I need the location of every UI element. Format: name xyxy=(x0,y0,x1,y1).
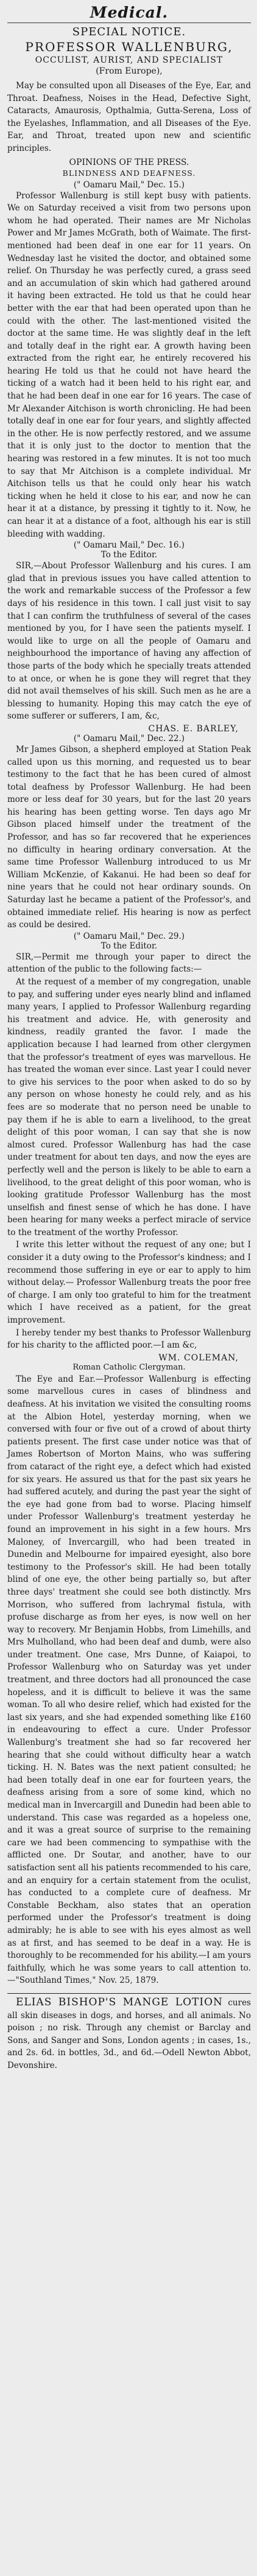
article-paragraph-2: Mr James Gibson, a shepherd employed at Station Peak called upon us this morning, and requested us to bear testimony to the fact that he has been cured of almost total deafness by Professor Wallenburg. He had been more or less deaf for 30 years, but for the last 20 years his hearing has been getting worse. Ten days ago Mr Gibson placed himself under the treatment of the Professor, and has so far recovered that he experiences no difficulty in hearing ordinary conversation. At the same time Professor Wallenburg introduced to us Mr William McKenzie, of Kakanui. He had been so deaf for nine years that he could not hear ordinary sounds. On Saturday last he became a patient of the Professor's, and obtained immediate relief. His hearing is now as perfect as could be desired. xyxy=(7,744,251,930)
letter-paragraph-2a: SIR,—Permit me through your paper to direct the attention of the public to the following facts:— xyxy=(7,952,251,975)
from-europe: (From Europe), xyxy=(96,66,163,76)
letter-paragraph-2b: At the request of a member of my congregation, unable to pay, and suffering under eyes nearly blind and inflamed many years, I applied to Professor Wallenburg regarding his treatment and advice. He, with generosity and kindness, readily granted the favor. I made the application because I had learned from other clergymen that the professor's treatment of eyes was marvellous. He has treated the woman ever since. Last year I could never to give his services to the poor when asked to do so by any person on whose honesty he could rely, and as his fees are so moderate that no person need be unable to pay them if he is able to earn a livelihood, to the great delight of this poor woman, I can say that she is now almost cured. Professor Wallenburg has had the case under treatment for about ten days, and now the eyes are perfectly well and the person is likely to be able to earn a livelihood, to the great delight of this poor woman, who is looking gratitude Professor Wallenburg has the most unselfish and finest sense of which he has done. I have been hearing for many weeks a perfect miracle of service to the treatment of the worthy Professor. xyxy=(7,977,251,1238)
source-oamaru-dec-22: (" Oamaru Mail," Dec. 22.) xyxy=(73,733,185,743)
source-oamaru-dec-29: (" Oamaru Mail," Dec. 29.) xyxy=(73,931,185,941)
letter-signature-2: WM. COLEMAN, xyxy=(158,1352,239,1363)
section-heading: Medical. xyxy=(90,4,169,21)
advert-paragraph xyxy=(7,1996,251,2072)
article-paragraph-eye-ear: The Eye and Ear.—Professor Wallenburg is effecting some marvellous cures in cases of blindness and deafness. At his invitation we visited the consulting rooms at the Albion Hotel, yesterday morning, when we conversed with four or five out of a crowd of about thirty patients present. The first case under notice was that of James Robertson of Morton Mains, who was suffering from cataract of the right eye, a defect which had existed for six years. He assured us that for the past six years he had suffered acutely, and during the past year the sight of the eye had gone from bad to worse. Placing himself under Professor Wallenburg's treatment yesterday he found an improvement in his sight in a few hours. Mrs Maloney, of Invercargill, who had been treated in Dunedin and Melbourne for impaired eyesight, also bore testimony to the Professor's skill. He had been totally blind of one eye, the other being partially so, but after three days' treatment she could see both distinctly. Mrs Morrison, who suffered from lachrymal fistula, with profuse discharge as from her eyes, is now well on her way to recovery. Mr Benjamin Hobbs, from Limehills, and Mrs Mulholland, who had been deaf and dumb, were also under treatment. One case, Mrs Dunne, of Kaiapoi, to Professor Wallenburg who on Saturday was yet under treatment, and three doctors had all pronounced the case hopeless, and it is difficult to believe it was the same woman. To all who desire relief, which had existed for the last six years, and she had expended something like £160 in endeavouring to effect a cure. Under Professor Wallenburg's treatment she had so far recovered her hearing that she could without difficulty hear a watch ticking. H. N. Bates was the next patient consulted; he had been totally deaf in one ear for fourteen years, the deafness arising from a sore of some kind, which no medical man in Invercargill and Dunedin had been able to understand. This case was regarded as a hopeless one, and it was a great source of surprise to the remaining care we had been commencing to sympathise with the afflicted one. Dr Soutar, and another, have to our satisfaction sent all his patients recommended to his care, and an enquiry for a certain statement from the oculist, has conducted to a complete cure of deafness. Mr Constable Beckham, also states that an operation performed under the Professor's treatment is doing admirably; he is able to see with his eyes almost as well as at first, and has seemed to be deaf in a way. He is thoroughly to be recommended for his ability.—I am yours faithfully, which he was some years to call attention to.—"Southland Times," Nov. 25, 1879. xyxy=(7,1374,251,1986)
letter-paragraph-2d: I hereby tender my best thanks to Professor Wallenburg for his charity to the afflicted poor.—I am &c, xyxy=(7,1328,251,1351)
intro-paragraph: May be consulted upon all Diseases of the Eye, Ear, and Throat. Deafness, Noises in the Head, Defective Sight, Cataracts, Amaurosis, Opthalmia, Gutta-Serena, Loss of the Eyelashes, Inflammation, and all Diseases of the Eye. Ear, and Throat, treated upon new and scientific principles. xyxy=(7,81,251,153)
opinions-title: OPINIONS OF THE PRESS. xyxy=(69,157,189,167)
occupation-line: OCCULIST, AURIST, AND SPECIALIST xyxy=(35,55,224,65)
opinions-subtitle: BLINDNESS AND DEAFNESS. xyxy=(62,168,196,178)
advert-body: cures all skin diseases in dogs, and horses, and all animals. No poison ; no risk. Through any chemist or Barclay and Sons, and Sanger and Sons, London agents ; in cases, 1s., and 2s. 6d. in bottles, 3d., and 6d.—Odell Newton Abbot, Devonshire. xyxy=(7,1997,251,2070)
letter-signature-2-title: Roman Catholic Clergyman. xyxy=(72,1362,186,1372)
to-the-editor-1: To the Editor. xyxy=(100,550,158,560)
advert-rule xyxy=(7,1993,251,1994)
letter-signature-1: CHAS. E. BARLEY, xyxy=(148,723,239,734)
advert-title: ELIAS BISHOP'S MANGE LOTION xyxy=(16,1996,223,2008)
to-the-editor-2: To the Editor. xyxy=(100,941,158,951)
letter-paragraph-2c: I write this letter without the request of any one; but I consider it a duty owing to the Professor's kindness; and I recommend those suffering in eye or ear to apply to him without delay.— Professor Wallenburg treats the poor free of charge. I am only too grateful to him for the treatment which I have received as a patient, for the great improvement. xyxy=(7,1240,251,1326)
source-oamaru-dec-15: (" Oamaru Mail," Dec. 15.) xyxy=(73,179,185,190)
professor-name: PROFESSOR WALLENBURG, xyxy=(25,40,233,54)
article-paragraph-1: Professor Wallenburg is still kept busy with patients. We on Saturday received a visit from two persons upon whom he had operated. Their names are Mr Nicholas Power and Mr James McGrath, both of Waimate. The first-mentioned had been deaf in one ear for 11 years. On Wednesday last he visited the doctor, and obtained some relief. On Thursday he was perfectly cured, a grass seed and an accumulation of skin which had gathered around it having been extracted. He told us that he could hear better with the ear that had been operated upon than he could with the other. The last-mentioned visited the doctor at the same time. He was slightly deaf in the left and totally deaf in the right ear. A growth having been extracted from the right ear, he entirely recovered his hearing He told us that he could not have heard the ticking of a watch had it been held to his right ear, and that he had been deaf in one ear for 16 years. The case of Mr Alexander Aitchison is worth chronicling. He had been totally deaf in one ear for four years, and slightly affected in the other. He is now perfectly restored, and we assume that it is only just to the doctor to mention that the hearing was restored in a few minutes. It is not too much to say that Mr Aitchison is a complete individual. Mr Aitchison tells us that he could only hear his watch ticking when he held it close to his ear, and now he can hear it at a distance, by pressing it tightly to it. Now, he can hear it at a distance of a foot, although his ear is still bleeding with wadding. xyxy=(7,190,251,539)
letter-paragraph-1: SIR,—About Professor Wallenburg and his cures. I am glad that in previous issues you have called attention to the work and remarkable success of the Professor a few days of his residence in this town. I call just visit to say that I can confirm the truthfulness of several of the cases mentioned by you, for I have seen the patients myself. I would like to urge on all the people of Oamaru and neighbourhood the importance of having any affection of those parts of the body which he specially treats attended to at once, or when he is gone they will regret that they did not avail themselves of his skill. Such men as he are a blessing to humanity. Hoping this may catch the eye of some sufferer or sufferers, I am, &c, xyxy=(7,561,251,722)
notice-title: SPECIAL NOTICE. xyxy=(72,26,186,38)
source-oamaru-dec-16: (" Oamaru Mail," Dec. 16.) xyxy=(73,540,185,551)
